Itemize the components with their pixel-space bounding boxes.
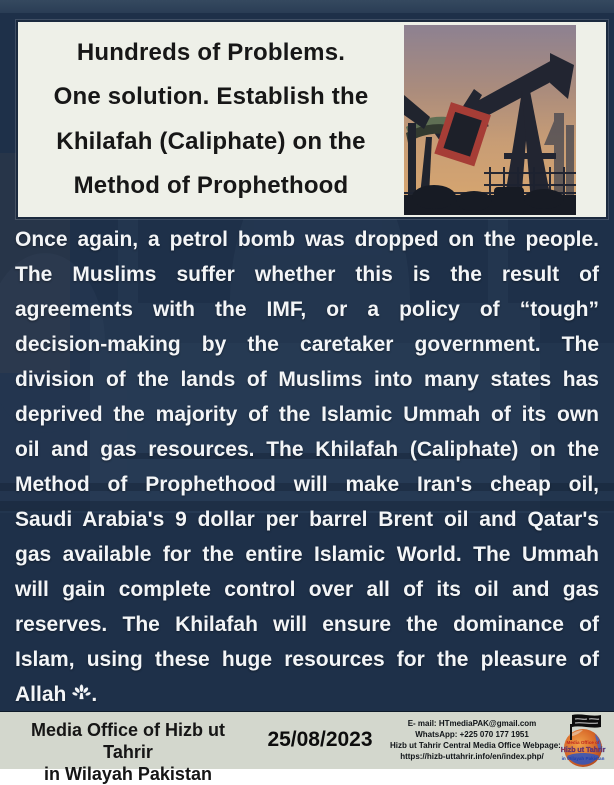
- sentence-period: .: [91, 683, 98, 706]
- body-line: Islam, using these huge resources for the pleasure of: [15, 648, 599, 671]
- contact-whatsapp: WhatsApp: +225 070 177 1951: [415, 730, 529, 739]
- logo-text-line-1: Media Office of: [566, 740, 600, 745]
- body-line: Method of Prophethood will make Iran's cheap oil,: [15, 473, 599, 496]
- body-line: reserves. The Khilafah will ensure the dominance of: [15, 613, 599, 636]
- org-logo: [553, 712, 613, 769]
- body-line: gas available for the entire Islamic World. The Ummah: [15, 543, 599, 566]
- contact-webpage-label: Hizb ut Tahrir Central Media Office Webpage:: [390, 741, 561, 750]
- oil-pumpjack-photo: [404, 25, 576, 215]
- headline-line-1: Hundreds of Problems.: [76, 38, 346, 66]
- headline-line-3: Khilafah (Caliphate) on the: [56, 127, 366, 155]
- contact-webpage-url: https://hizb-uttahrir.info/en/index.php/: [400, 752, 544, 761]
- contact-info: [390, 718, 561, 762]
- body-line: decision-making by the caretaker government. The: [15, 333, 599, 356]
- headline-card: [16, 20, 608, 219]
- org-name: [14, 719, 242, 785]
- headline-line-4: Method of Prophethood: [73, 172, 349, 200]
- logo-text-line-2: Hizb ut Tahrir: [560, 747, 606, 754]
- headline-line-2: One solution. Establish the: [53, 83, 369, 111]
- top-band: [0, 0, 614, 13]
- body-line: The Muslims suffer whether this is the result of: [15, 263, 599, 286]
- body-line: Once again, a petrol bomb was dropped on the people.: [15, 228, 599, 251]
- org-name-line-2: in Wilayah Pakistan: [44, 764, 212, 784]
- release-date: 25/08/2023: [267, 728, 373, 751]
- footer: [0, 711, 614, 784]
- body-line: Saudi Arabia's 9 dollar per barrel Brent oil and Qatar's: [15, 508, 599, 531]
- logo-text-line-3: in Wilayah Pakistan: [561, 756, 605, 761]
- body-line: will gain complete control over all of its oil and gas: [15, 578, 599, 601]
- contact-email: E- mail: HTmediaPAK@gmail.com: [407, 719, 537, 728]
- body-line: division of the lands of Muslims into many states has: [15, 368, 599, 391]
- body-paragraph: [15, 222, 599, 712]
- allah-honorific-icon: [72, 677, 91, 712]
- allah-word: Allah: [15, 683, 67, 706]
- headline: [18, 22, 404, 217]
- org-name-line-1: Media Office of Hizb ut Tahrir: [30, 720, 225, 762]
- body-line: agreements with the IMF, or a policy of “tough”: [15, 298, 599, 321]
- body-line-last: [15, 677, 599, 712]
- body-line: oil and gas resources. The Khilafah (Caliphate) on the: [15, 438, 599, 461]
- body-line: deprived the majority of the Islamic Ummah of its own: [15, 403, 599, 426]
